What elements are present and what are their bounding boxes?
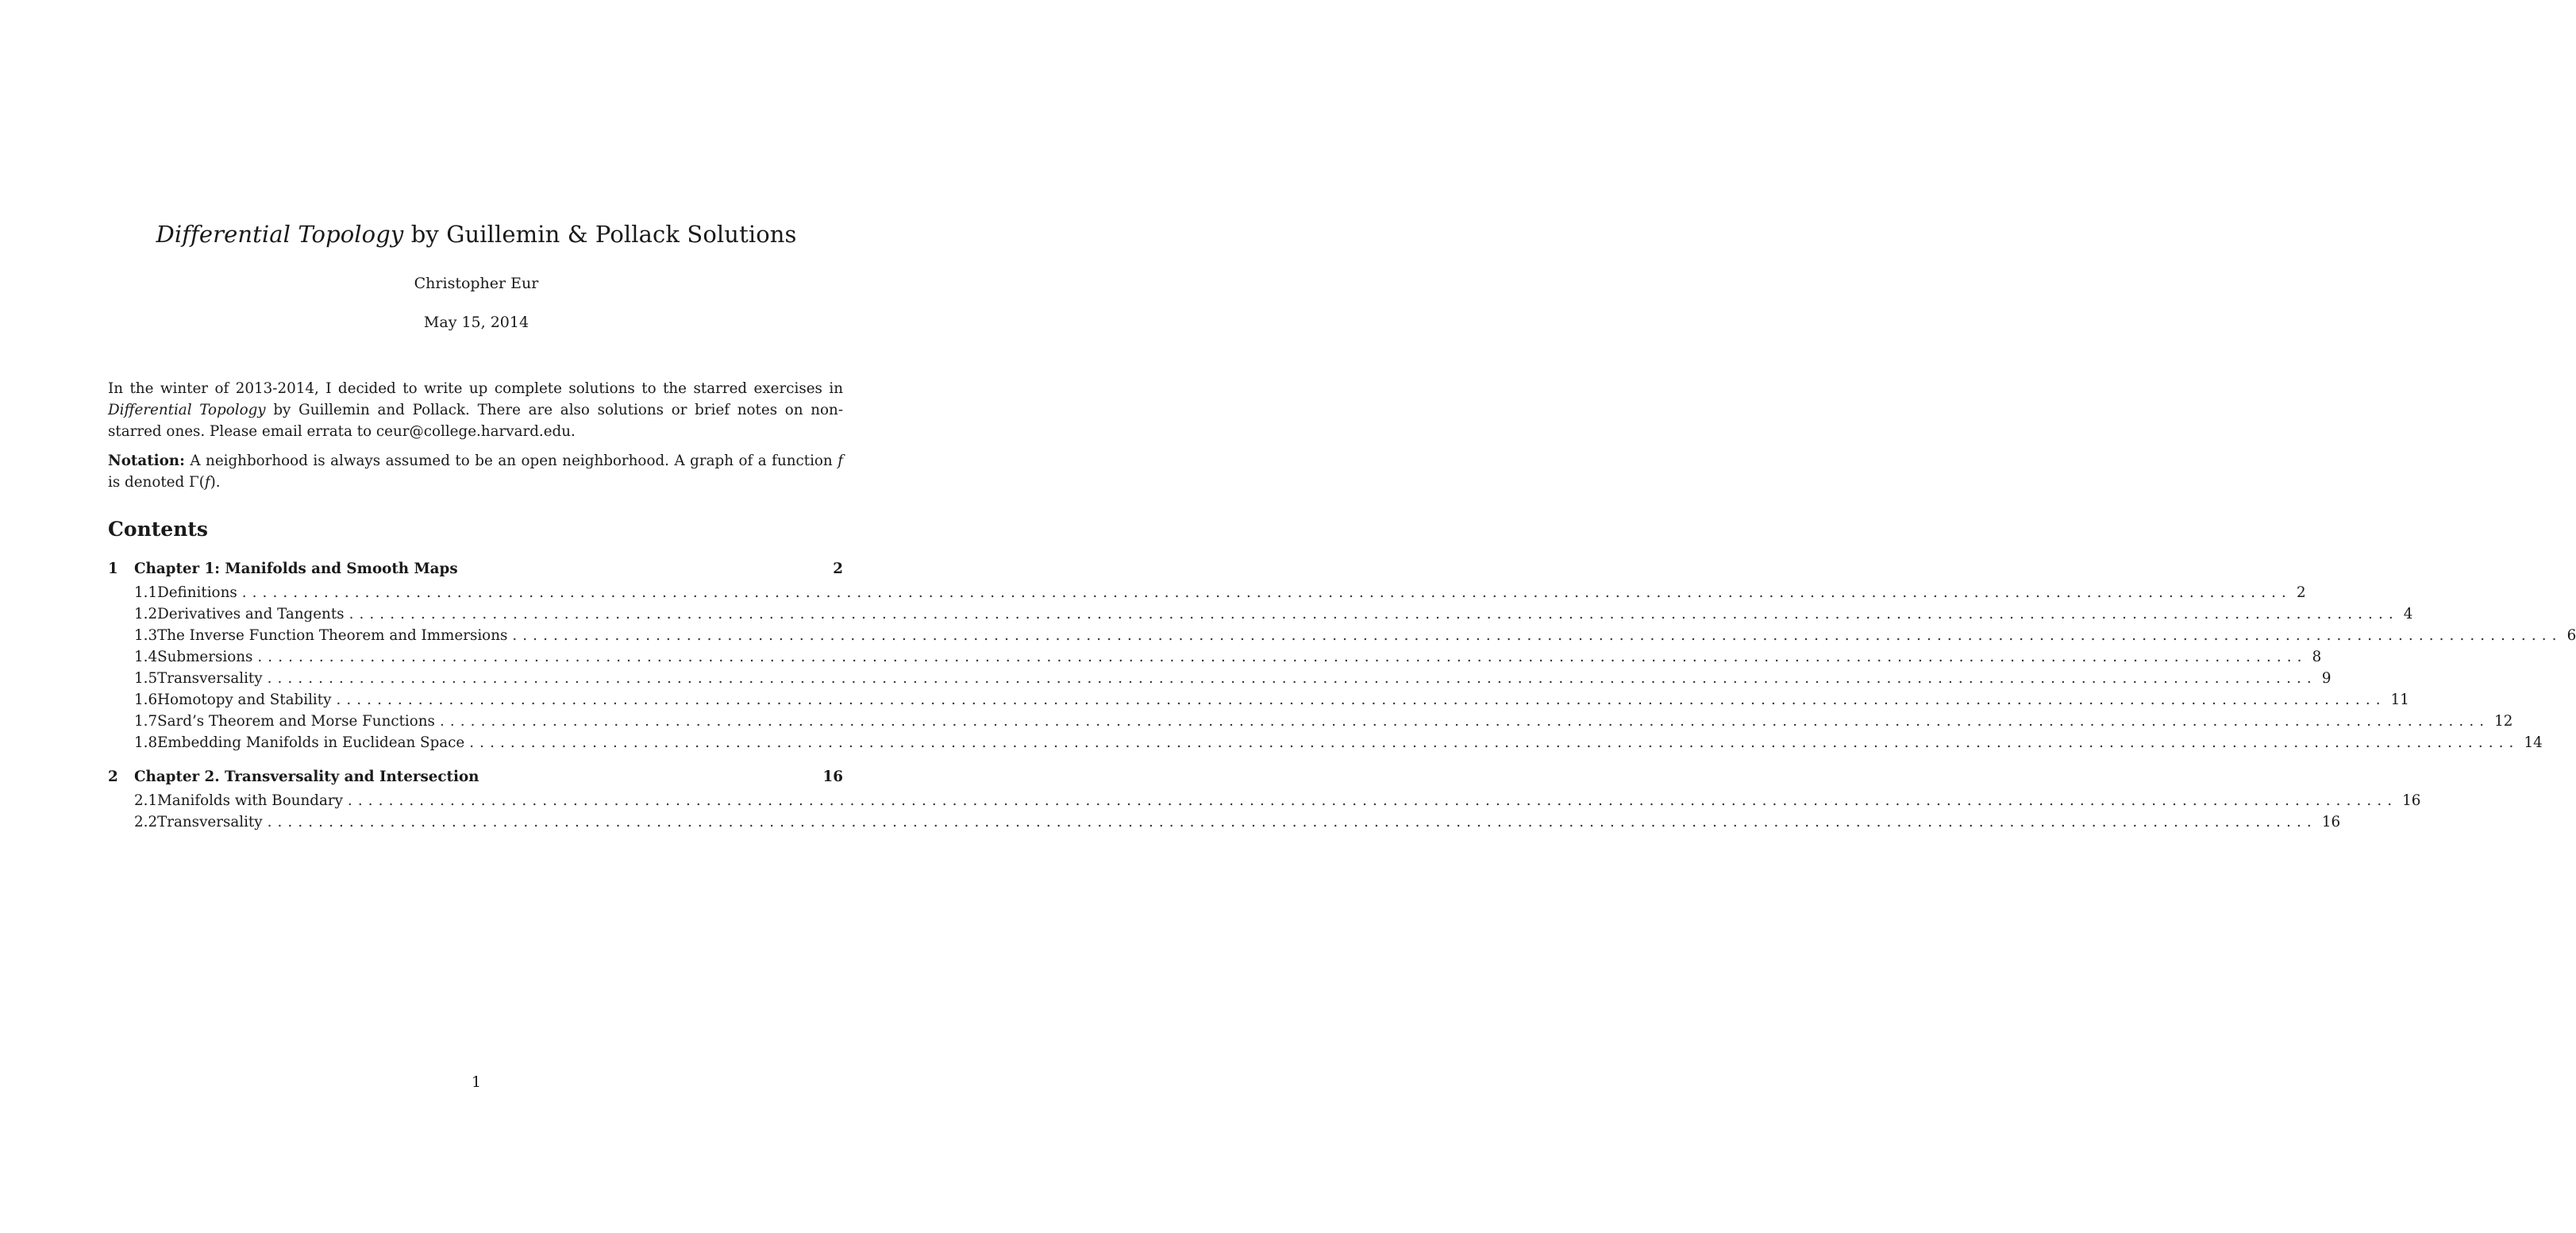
toc-section-entry[interactable] [108,713,2513,734]
abstract-text-after: by Guillemin and Pollack. There are also solutions or brief notes on non-starred ones. Please email errata to ceur@college.harvard.edu. [108,402,844,440]
toc-chapter-block [108,561,2576,756]
toc-section-entry[interactable] [108,649,2322,670]
author-name: Christopher Eur [414,275,539,292]
toc-dot-leader: ........................................................................................................................................................................................................ [267,670,2317,687]
toc-section-title: Homotopy and Stability [157,692,332,708]
toc-section-page: 11 [2390,692,2409,708]
document-title [0,221,953,248]
toc-section-entry[interactable] [108,670,2331,692]
toc-dot-leader: ........................................................................................................................................................................................................ [469,734,2520,751]
toc-section-number: 1.6 [134,692,158,708]
toc-section-number: 1.3 [134,627,158,644]
toc-section-title: Manifolds with Boundary [157,792,343,809]
toc-section-entry[interactable] [108,606,2413,627]
toc-chapter-block [108,769,2421,835]
notation-text: A neighborhood is always assumed to be an open neighborhood. A graph of a function [184,453,838,469]
toc-dot-leader: ........................................................................................................................................................................................................ [512,627,2563,644]
toc-dot-leader: ........................................................................................................................................................................................................ [241,584,2292,601]
toc-section-entry[interactable] [108,627,2576,649]
abstract-paragraph [108,378,843,442]
document-date: May 15, 2014 [423,314,529,331]
toc-section-page: 16 [2321,814,2341,830]
toc-chapter-entry[interactable] [108,561,843,584]
toc-section-title: Transversality [157,814,263,830]
page-number: 1 [471,1073,482,1091]
toc-chapter-entry[interactable] [108,769,843,792]
contents-heading: Contents [108,518,209,541]
notation-paragraph [108,450,843,493]
toc-section-entry[interactable] [108,792,2421,814]
toc-section-page: 2 [2296,584,2306,601]
toc-dot-leader: ........................................................................................................................................................................................................ [439,713,2490,730]
toc-chapter-page: 16 [822,769,843,785]
toc-section-number: 1.5 [134,670,158,687]
toc-chapter-number: 2 [108,769,118,785]
toc-section-page: 6 [2566,627,2576,644]
toc-chapter-title: Chapter 2. Transversality and Intersection [134,769,479,785]
toc-chapter-number: 1 [108,561,118,577]
toc-section-number: 2.2 [134,814,158,830]
abstract-text-before: In the winter of 2013-2014, I decided to write up complete solutions to the starred exercises in [108,380,843,397]
toc-dot-leader: ........................................................................................................................................................................................................ [257,649,2308,665]
title-rest: by Guillemin & Pollack Solutions [403,221,797,248]
toc-section-number: 1.1 [134,584,158,601]
notation-text2: is denoted Γ( [108,474,205,491]
toc-section-title: Transversality [157,670,263,687]
toc-section-title: Definitions [157,584,237,601]
notation-var2: f [204,474,210,491]
toc-section-entry[interactable] [108,692,2409,713]
toc-dot-leader: ........................................................................................................................................................................................................ [348,606,2399,622]
notation-lead: Notation: [108,453,185,469]
toc-section-number: 1.7 [134,713,158,730]
abstract-book-title: Differential Topology [108,402,266,418]
toc-section-page: 16 [2402,792,2421,809]
toc-section-title: Derivatives and Tangents [157,606,345,622]
toc-section-entry[interactable] [108,814,2341,835]
toc-section-number: 1.2 [134,606,158,622]
toc-section-number: 1.8 [134,734,158,751]
toc-dot-leader: ........................................................................................................................................................................................................ [347,792,2398,809]
toc-section-title: The Inverse Function Theorem and Immersions [157,627,508,644]
toc-section-page: 9 [2321,670,2331,687]
notation-var: f [837,453,843,469]
notation-text3: ). [210,474,221,491]
toc-section-page: 4 [2403,606,2413,622]
toc-section-title: Embedding Manifolds in Euclidean Space [157,734,465,751]
toc-section-number: 2.1 [134,792,158,809]
toc-section-title: Submersions [157,649,253,665]
toc-section-page: 12 [2494,713,2513,730]
toc-section-title: Sard’s Theorem and Morse Functions [157,713,435,730]
title-italic-part: Differential Topology [156,221,404,248]
toc-dot-leader: ........................................................................................................................................................................................................ [267,814,2317,830]
toc-section-page: 14 [2524,734,2543,751]
toc-chapter-page: 2 [833,561,843,577]
toc-dot-leader: ........................................................................................................................................................................................................ [336,692,2386,708]
toc-section-number: 1.4 [134,649,158,665]
toc-section-entry[interactable] [108,584,2306,606]
toc-section-entry[interactable] [108,734,2543,756]
toc-chapter-title: Chapter 1: Manifolds and Smooth Maps [134,561,458,577]
toc-section-page: 8 [2312,649,2322,665]
